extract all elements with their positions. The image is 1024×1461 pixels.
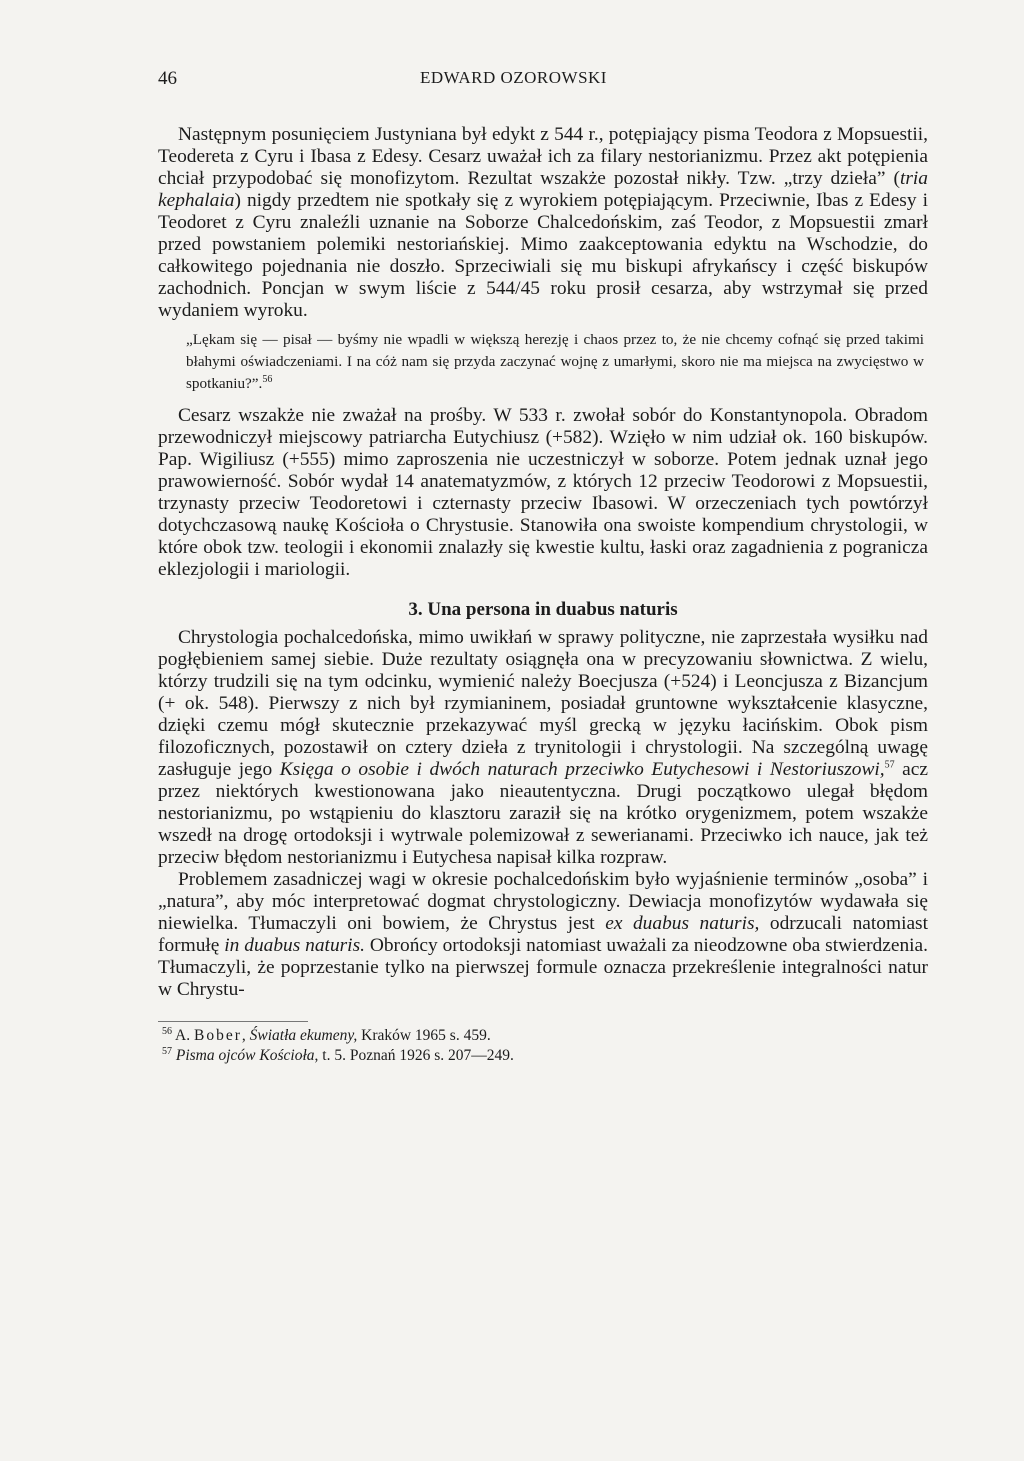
paragraph-christology: Chrystologia pochalcedońska, mimo uwikłań w sprawy polityczne, nie zaprzestała wysiłku nad pogłębieniem samej siebie. Duże rezultaty osiągnęła ona w precyzowaniu słownictwa. Z wielu, którzy trudzili się na tym odcinku, wymienić należy Boecjusza (+524) i Leoncjusza z Bizancjum (+ ok. 548). Pierwszy z nich był rzymianinem, posiadał gruntowne wykształcenie klasyczne, dzięki czemu mógł skutecznie przekazywać myśl grecką w języku łacińskim. Obok pism filozoficznych, pozostawił on cztery dzieła z trynitologii i chrystologii. Na szczególną uwagę zasługuje jego Księga o osobie i dwóch naturach przeciwko Eutychesowi i Nestoriuszowi,$^{57}$ acz przez niektórych kwestionowana jako nieautentyczna. Drugi początkowo ulegał błędom nestorianizmu, po wstąpieniu do klasztoru zaraził się na krótko orygenizmem, potem wszakże wszedł na drogę ortodoksji i wytrwale polemizował z sewerianami. Przeciwko ich nauce, jak też przeciw błędom nestorianizmu i Eutychesa napisał kilka rozpraw.	[158, 627, 928, 868]
italic-book-title: Księga o osobie i dwóch naturach przeciwko Eutychesowi i Nestoriuszowi,	[279, 759, 885, 780]
footnote-56: $^{56}$ A. Bober, Światła ekumeny, Kraków 1965 s. 459.	[162, 1025, 491, 1044]
footnote-divider	[158, 1021, 308, 1022]
italic-ex-duabus: ex duabus naturis,	[605, 913, 760, 934]
italic-in-duabus: in duabus naturis.	[224, 935, 365, 956]
italic-tria-kephalaia: tria kephalaia	[158, 168, 928, 211]
paragraph-edict: Następnym posunięciem Justyniana był edykt z 544 r., potępiający pisma Teodora z Mopsuestii, Teodereta z Cyru i Ibasa z Edesy. Cesarz uważał ich za filary nestorianizmu. Przez akt potępienia chciał przypodobać się monofizytom. Rezultat wszakże pozostał nikły. Tzw. „trzy dzieła” (tria kephalaia) nigdy przedtem nie spotkały się z wyrokiem potępiającym. Przeciwnie, Ibas z Edesy i Teodoret z Cyru znaleźli uznanie na Soborze Chalcedońskim, zaś Teodor, z Mopsuestii zmarł przed powstaniem polemiki nestoriańskiej. Mimo zaakceptowania edyktu na Wschodzie, do całkowitego pojednania nie doszło. Sprzeciwiali się mu biskupi afrykańscy i część biskupów zachodnich. Poncjan w swym liście z 544/45 roku prosił cesarza, aby wstrzymał się przed wydaniem wyroku.	[158, 124, 928, 321]
footnote-ref-56: 56	[262, 373, 273, 385]
footnote-57: $^{57}$ Pisma ojców Kościoła, t. 5. Poznań 1926 s. 207—249.	[162, 1045, 514, 1064]
paragraph-council: Cesarz wszakże nie zważał na prośby. W 533 r. zwołał sobór do Konstantynopola. Obradom przewodniczył miejscowy patriarcha Eutychiusz (+582). Wzięło w nim udział ok. 160 biskupów. Pap. Wigiliusz (+555) mimo zaproszenia nie uczestniczył w soborze. Potem jednak uznał jego prawowierność. Sobór wydał 14 anatematyzmów, z których 12 przeciw Teodorowi z Mopsuestii, trzynasty przeciw Teodoretowi i czternasty przeciw Ibasowi. W orzeczeniach tych powtórzył dotychczasową naukę Kościoła o Chrystusie. Stanowiła ona swoiste kompendium chrystologii, w które obok tzw. teologii i ekonomii znalazły się kwestie kultu, łaski oraz zagadnienia z pogranicza eklezjologii i mariologii.	[158, 405, 928, 580]
page-header	[158, 60, 928, 100]
paragraph-terms: Problemem zasadniczej wagi w okresie pochalcedońskim było wyjaśnienie terminów „osoba” i „natura”, aby móc interpretować dogmat chrystologiczny. Dewiacja monofizytów wydawała się niewielka. Tłumaczyli oni bowiem, że Chrystus jest ex duabus naturis, odrzucali natomiast formułę in duabus naturis. Obrońcy ortodoksji natomiast uważali za nieodzowne oba stwierdzenia. Tłumaczyli, że poprzestanie tylko na pierwszej formule oznacza przekreślenie integralności natur w Chrystu-	[158, 869, 928, 1000]
body-text	[158, 124, 928, 1001]
page-number: 46	[158, 68, 177, 89]
block-quote: „Lękam się — pisał — byśmy nie wpadli w większą herezję i chaos przez to, że nie chcemy cofnąć się przed takimi błahymi oświadczeniami. I na cóż nam się przyda zaczynać wojnę z umarłymi, skoro nie ma miejsca na zwycięstwo w spotkaniu?”.$^{56}$	[186, 331, 924, 392]
footnotes	[158, 1021, 928, 1066]
section-heading: 3. Una persona in duabus naturis	[408, 599, 678, 620]
running-head: EDWARD OZOROWSKI	[420, 68, 607, 87]
book-page	[158, 60, 928, 1400]
footnote-ref-57: 57	[884, 759, 895, 771]
